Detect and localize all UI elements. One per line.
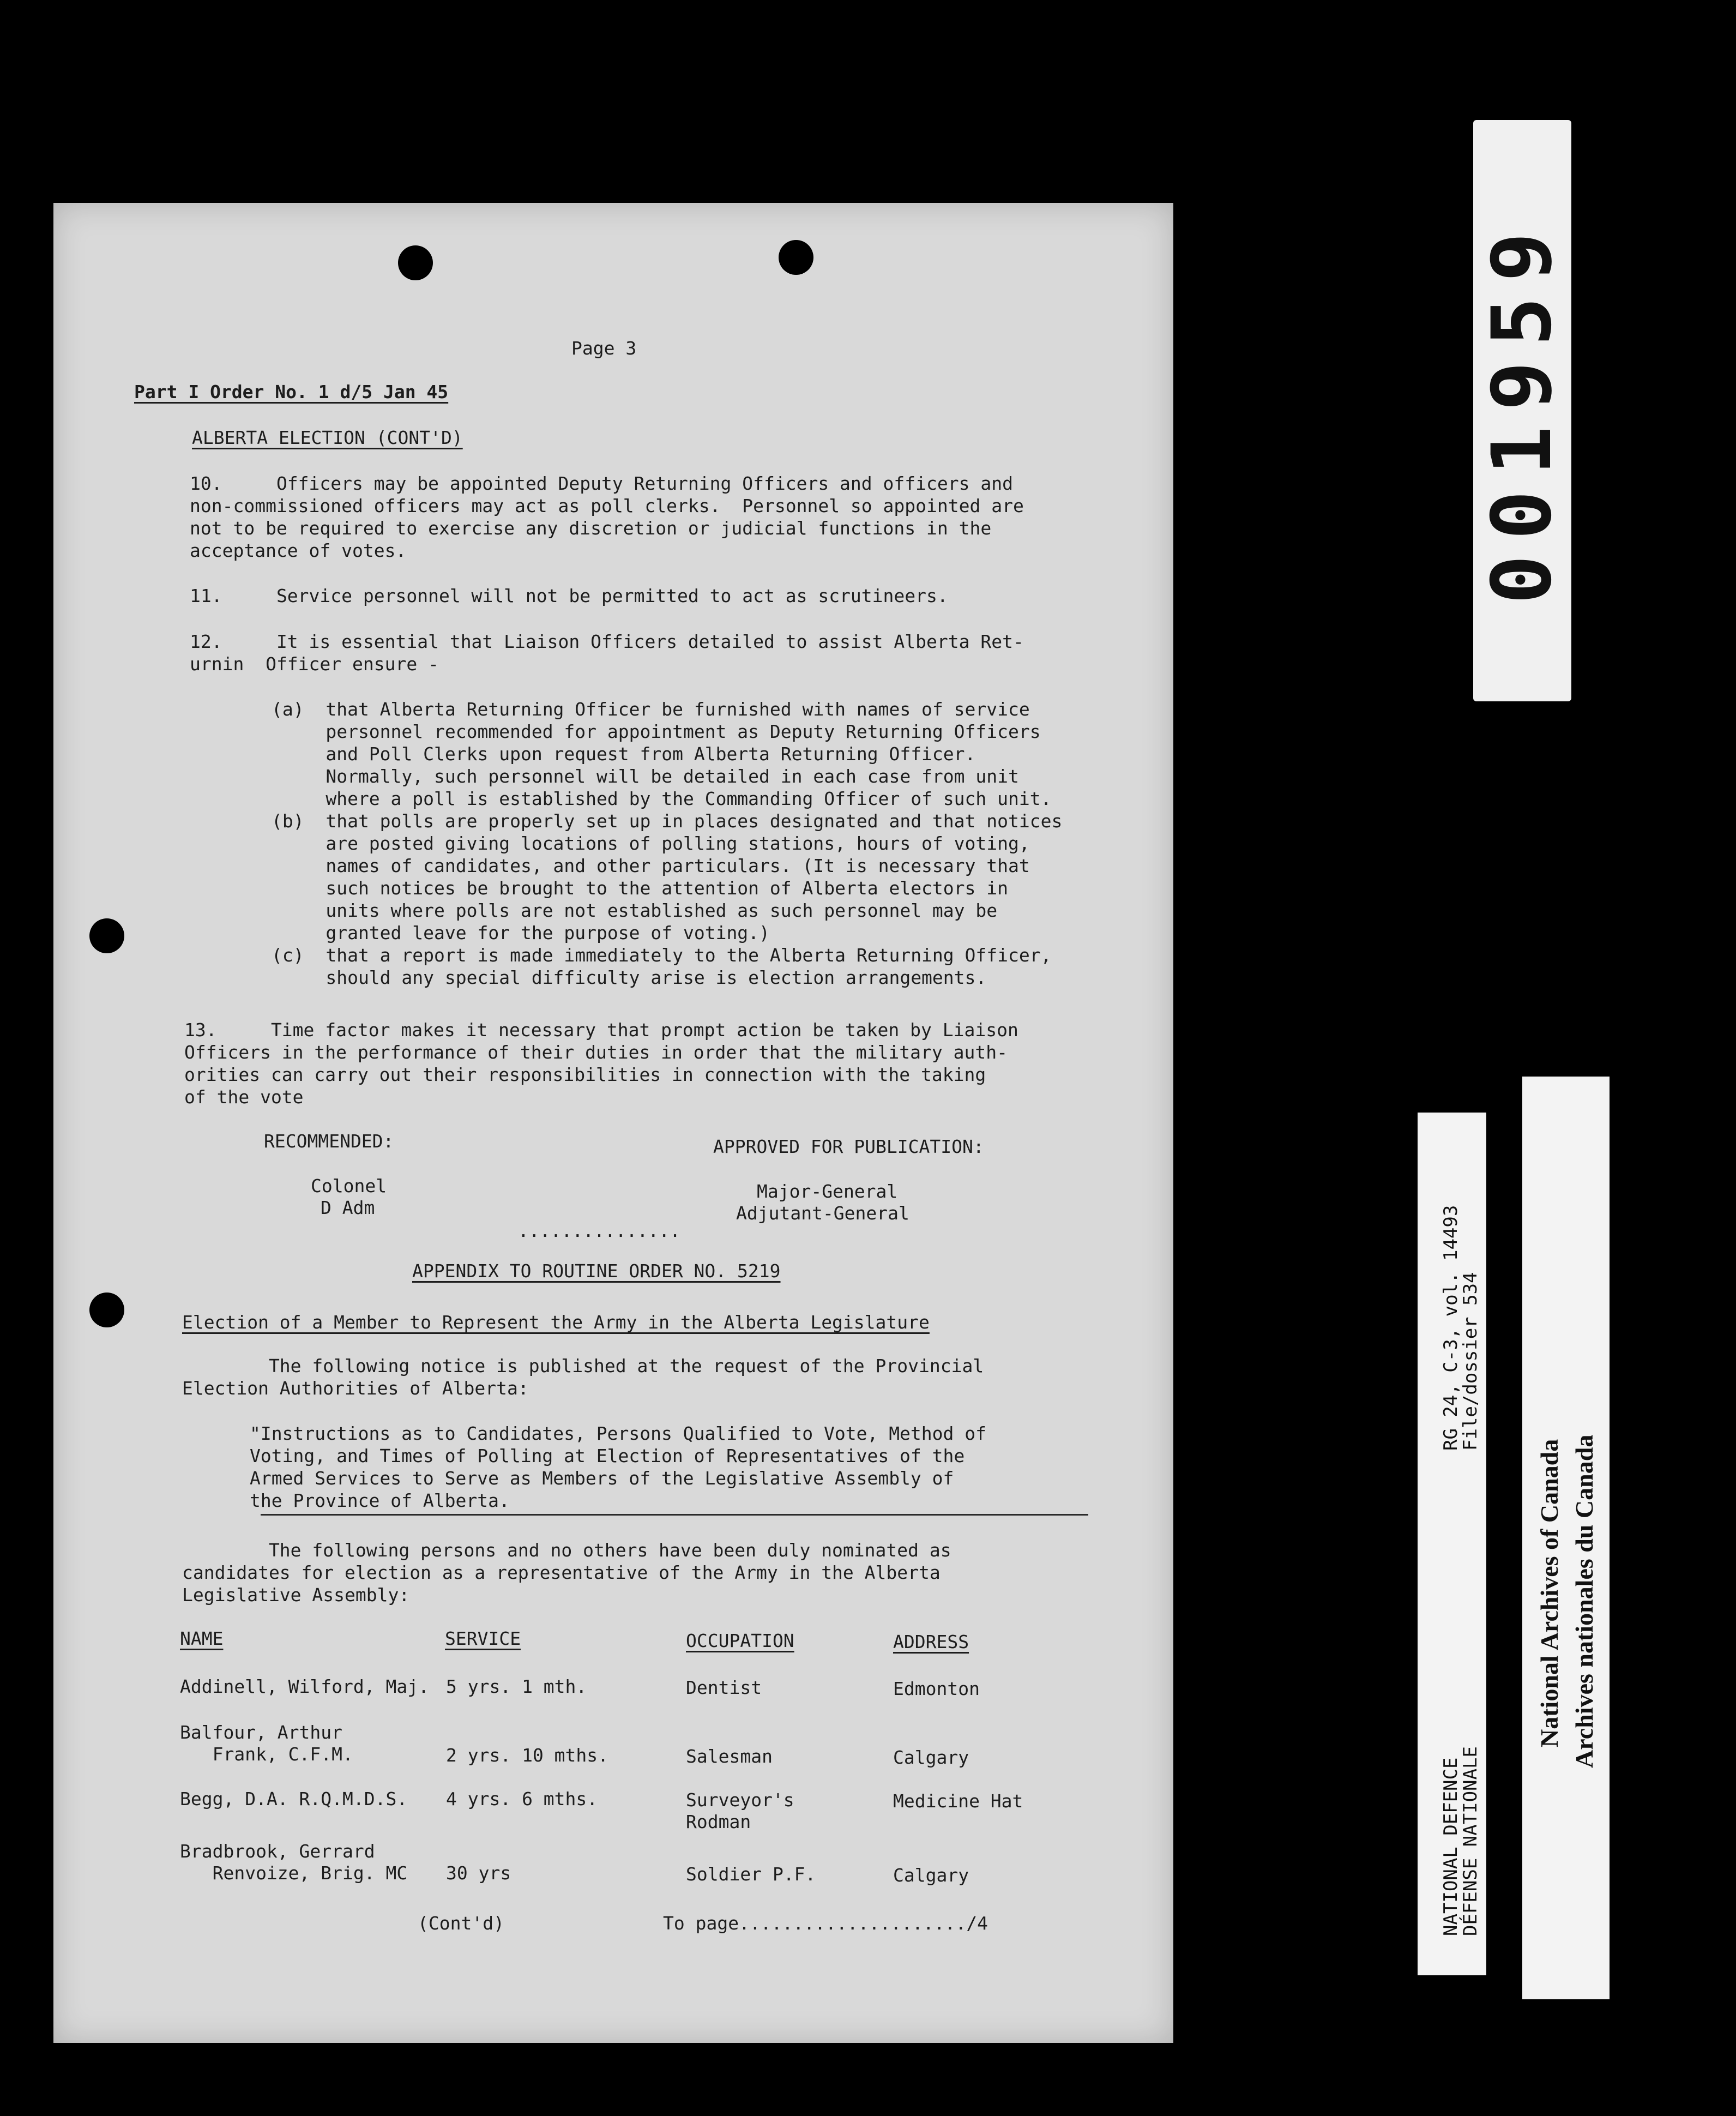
- text-line: units where polls are not established as such personnel may be: [272, 900, 998, 921]
- appendix-title: APPENDIX TO ROUTINE ORDER NO. 5219: [412, 1260, 781, 1282]
- text-line: Legislative Assembly:: [182, 1584, 410, 1606]
- page-number: Page 3: [571, 338, 637, 359]
- text-line: not to be required to exercise any discretion or judicial functions in the: [190, 518, 992, 539]
- candidate-name-cont: Renvoize, Brig. MC: [180, 1862, 408, 1884]
- paragraph-10: [190, 472, 1024, 562]
- quoted-instructions: [250, 1422, 986, 1512]
- punch-hole: [779, 240, 813, 275]
- text-line: of the vote: [184, 1086, 304, 1108]
- recommended-rank: Colonel: [311, 1175, 387, 1197]
- separator: ...............: [518, 1220, 681, 1241]
- text-line: Normally, such personnel will be detailed in each case from unit: [272, 766, 1019, 787]
- text-line: The following notice is published at the request of the Provincial: [182, 1355, 984, 1376]
- candidate-name-cont: Frank, C.F.M.: [180, 1744, 353, 1765]
- text-line: urnin Officer ensure -: [190, 653, 439, 675]
- column-header-name: NAME: [180, 1628, 224, 1649]
- nd-line1: NATIONAL DEFENCE: [1440, 1757, 1462, 1936]
- rule-line: [261, 1514, 1088, 1516]
- na-line1: National Archives of Canada: [1535, 1439, 1563, 1747]
- frame-number-strip: [1473, 120, 1571, 701]
- candidate-service: 4 yrs. 6 mths.: [446, 1788, 598, 1810]
- text-line: 10. Officers may be appointed Deputy Returning Officers and officers and: [190, 473, 1013, 494]
- text-line: Officers in the performance of their duties in order that the military auth-: [184, 1042, 1008, 1063]
- paragraph-13: [184, 1019, 1018, 1108]
- candidate-occupation: Dentist: [686, 1677, 762, 1698]
- column-header-service: SERVICE: [445, 1628, 521, 1649]
- text-line: acceptance of votes.: [190, 540, 407, 561]
- text-line: (b) that polls are properly set up in places designated and that notices: [272, 810, 1063, 832]
- text-line: Voting, and Times of Polling at Election of Representatives of the: [250, 1445, 965, 1466]
- recommended-label: RECOMMENDED:: [264, 1131, 394, 1152]
- candidate-service: 30 yrs: [446, 1862, 511, 1884]
- section-title: ALBERTA ELECTION (CONT'D): [192, 427, 463, 448]
- recommended-title: D Adm: [321, 1197, 375, 1218]
- national-defence-label: [1418, 1113, 1486, 1975]
- order-line: Part I Order No. 1 d/5 Jan 45: [134, 381, 449, 402]
- candidate-occupation: Salesman: [686, 1746, 773, 1767]
- rg-line2: File/dossier 534: [1460, 1272, 1481, 1451]
- text-line: Armed Services to Serve as Members of the Legislative Assembly of: [250, 1468, 954, 1489]
- text-line: 13. Time factor makes it necessary that prompt action be taken by Liaison: [184, 1019, 1018, 1041]
- document-page: [53, 203, 1173, 2043]
- text-line: granted leave for the purpose of voting.): [272, 922, 770, 943]
- candidate-name: Begg, D.A. R.Q.M.D.S.: [180, 1788, 408, 1810]
- frame-number: 001959: [1475, 217, 1570, 604]
- candidate-name: Addinell, Wilford, Maj.: [180, 1676, 429, 1697]
- text-line: the Province of Alberta.: [250, 1490, 510, 1511]
- nd-line2: DÉFENSE NATIONALE: [1460, 1746, 1481, 1936]
- rg-line1: RG 24, C-3, vol. 14493: [1440, 1205, 1462, 1451]
- national-archives-label: [1522, 1077, 1610, 1999]
- candidate-service: 2 yrs. 10 mths.: [446, 1745, 609, 1766]
- text-line: are posted giving locations of polling stations, hours of voting,: [272, 833, 1030, 854]
- text-line: should any special difficulty arise is election arrangements.: [272, 967, 987, 988]
- text-line: personnel recommended for appointment as Deputy Returning Officers: [272, 721, 1041, 742]
- text-line: non-commissioned officers may act as poll clerks. Personnel so appointed are: [190, 495, 1024, 516]
- punch-hole: [398, 245, 433, 280]
- to-page-note: To page...................../4: [663, 1913, 988, 1934]
- candidate-address: Edmonton: [893, 1678, 980, 1699]
- candidate-address: Calgary: [893, 1747, 969, 1768]
- na-line2: Archives nationales du Canada: [1570, 1434, 1598, 1768]
- approved-rank: Major-General: [757, 1181, 898, 1202]
- text-line: "Instructions as to Candidates, Persons Qualified to Vote, Method of: [250, 1423, 987, 1444]
- text-line: 12. It is essential that Liaison Officers detailed to assist Alberta Ret-: [190, 631, 1024, 652]
- approved-title: Adjutant-General: [736, 1203, 909, 1224]
- candidate-address: Medicine Hat: [893, 1790, 1023, 1812]
- paragraph-12: [190, 630, 1024, 675]
- text-line: and Poll Clerks upon request from Alberta Returning Officer.: [272, 743, 976, 765]
- text-line: names of candidates, and other particulars. (It is necessary that: [272, 855, 1030, 876]
- candidate-occupation-cont: Rodman: [686, 1811, 751, 1832]
- punch-hole: [89, 918, 124, 953]
- election-title: Election of a Member to Represent the Army in the Alberta Legislature: [182, 1312, 930, 1333]
- text-line: such notices be brought to the attention of Alberta electors in: [272, 877, 1009, 899]
- candidate-service: 5 yrs. 1 mth.: [446, 1676, 587, 1697]
- text-line: (c) that a report is made immediately to the Alberta Returning Officer,: [272, 945, 1052, 966]
- candidate-address: Calgary: [893, 1865, 969, 1886]
- text-line: Election Authorities of Alberta:: [182, 1378, 529, 1399]
- punch-hole: [89, 1293, 124, 1327]
- candidate-name: Balfour, Arthur: [180, 1722, 343, 1743]
- approved-label: APPROVED FOR PUBLICATION:: [713, 1136, 984, 1157]
- text-line: The following persons and no others have been duly nominated as: [182, 1540, 951, 1561]
- paragraph-11: 11. Service personnel will not be permitted to act as scrutineers.: [190, 585, 948, 606]
- candidate-name: Bradbrook, Gerrard: [180, 1841, 375, 1862]
- notice-paragraph: [182, 1355, 984, 1399]
- text-line: candidates for election as a representative of the Army in the Alberta: [182, 1562, 941, 1583]
- paragraph-12-items: [272, 698, 1062, 989]
- column-header-address: ADDRESS: [893, 1631, 969, 1652]
- continued-note: (Cont'd): [418, 1913, 504, 1934]
- nominated-paragraph: [182, 1539, 951, 1606]
- text-line: orities can carry out their responsibilities in connection with the taking: [184, 1064, 986, 1085]
- column-header-occupation: OCCUPATION: [686, 1630, 794, 1651]
- candidate-occupation: Soldier P.F.: [686, 1863, 816, 1885]
- text-line: (a) that Alberta Returning Officer be furnished with names of service: [272, 699, 1030, 720]
- text-line: where a poll is established by the Commanding Officer of such unit.: [272, 788, 1052, 809]
- candidate-occupation: Surveyor's: [686, 1789, 794, 1811]
